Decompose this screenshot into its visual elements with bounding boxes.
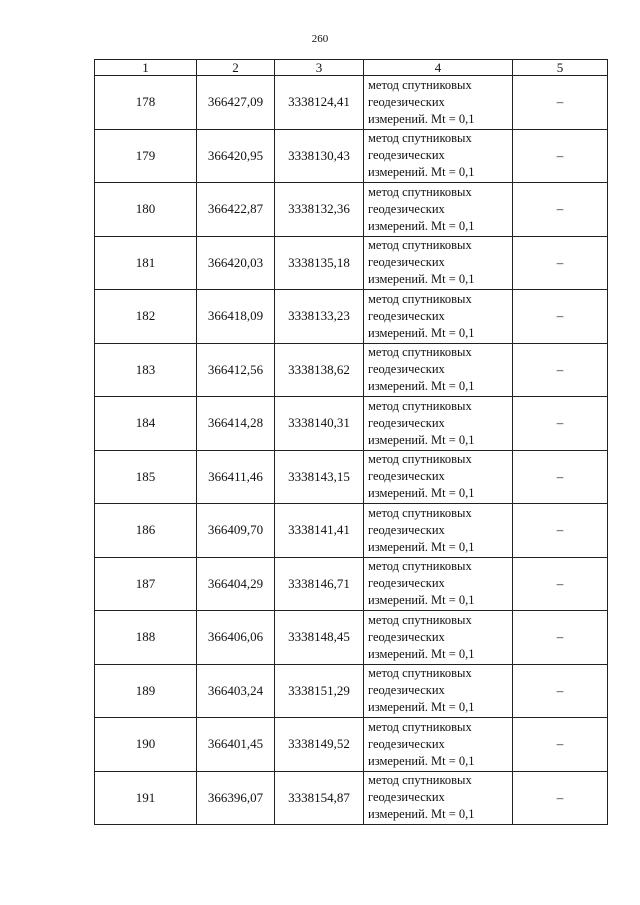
header-row [95,60,608,76]
point-number: 181 [95,236,197,290]
table-row [95,450,608,504]
coordinate-y: 3338132,36 [275,183,364,237]
measurement-method: метод спутниковых геодезических измерений. Mt = 0,1 [364,557,513,611]
table-row [95,718,608,772]
point-number: 186 [95,504,197,558]
header-col-1: 1 [95,60,197,76]
note-cell: – [513,76,608,130]
note-cell: – [513,450,608,504]
point-number: 179 [95,129,197,183]
coordinate-y: 3338130,43 [275,129,364,183]
measurement-method: метод спутниковых геодезических измерений. Mt = 0,1 [364,183,513,237]
header-col-4: 4 [364,60,513,76]
measurement-method: метод спутниковых геодезических измерений. Mt = 0,1 [364,771,513,825]
point-number: 189 [95,664,197,718]
coordinate-x: 366414,28 [197,397,275,451]
coordinate-x: 366412,56 [197,343,275,397]
coordinate-x: 366396,07 [197,771,275,825]
table-row [95,557,608,611]
header-col-2: 2 [197,60,275,76]
coordinate-x: 366420,03 [197,236,275,290]
point-number: 190 [95,718,197,772]
page-number: 260 [311,33,329,45]
header-col-3: 3 [275,60,364,76]
measurement-method: метод спутниковых геодезических измерений. Mt = 0,1 [364,343,513,397]
note-cell: – [513,290,608,344]
coordinate-y: 3338138,62 [275,343,364,397]
measurement-method: метод спутниковых геодезических измерений. Mt = 0,1 [364,290,513,344]
table-row [95,397,608,451]
note-cell: – [513,236,608,290]
coordinate-x: 366409,70 [197,504,275,558]
coordinate-y: 3338148,45 [275,611,364,665]
coordinate-x: 366406,06 [197,611,275,665]
table-row [95,236,608,290]
coordinate-y: 3338143,15 [275,450,364,504]
note-cell: – [513,718,608,772]
table-row [95,76,608,130]
point-number: 185 [95,450,197,504]
measurement-method: метод спутниковых геодезических измерений. Mt = 0,1 [364,129,513,183]
table-header [95,60,608,76]
measurement-method: метод спутниковых геодезических измерений. Mt = 0,1 [364,76,513,130]
point-number: 187 [95,557,197,611]
table-row [95,771,608,825]
measurement-method: метод спутниковых геодезических измерений. Mt = 0,1 [364,718,513,772]
table-row [95,504,608,558]
coordinate-x: 366403,24 [197,664,275,718]
measurement-method: метод спутниковых геодезических измерений. Mt = 0,1 [364,664,513,718]
note-cell: – [513,183,608,237]
coordinates-table [94,59,608,825]
header-col-5: 5 [513,60,608,76]
table-row [95,343,608,397]
point-number: 180 [95,183,197,237]
coordinate-x: 366420,95 [197,129,275,183]
point-number: 184 [95,397,197,451]
table-row [95,664,608,718]
measurement-method: метод спутниковых геодезических измерений. Mt = 0,1 [364,504,513,558]
point-number: 188 [95,611,197,665]
note-cell: – [513,129,608,183]
coordinate-y: 3338151,29 [275,664,364,718]
note-cell: – [513,557,608,611]
coordinate-y: 3338149,52 [275,718,364,772]
table-row [95,183,608,237]
coordinate-y: 3338154,87 [275,771,364,825]
coordinate-y: 3338141,41 [275,504,364,558]
coordinate-x: 366427,09 [197,76,275,130]
point-number: 191 [95,771,197,825]
table-row [95,129,608,183]
measurement-method: метод спутниковых геодезических измерений. Mt = 0,1 [364,397,513,451]
coordinate-x: 366422,87 [197,183,275,237]
table-body [95,76,608,825]
point-number: 178 [95,76,197,130]
note-cell: – [513,771,608,825]
coordinate-x: 366418,09 [197,290,275,344]
note-cell: – [513,397,608,451]
point-number: 183 [95,343,197,397]
coordinate-x: 366401,45 [197,718,275,772]
table-row [95,290,608,344]
coordinate-y: 3338124,41 [275,76,364,130]
coordinate-y: 3338133,23 [275,290,364,344]
note-cell: – [513,343,608,397]
measurement-method: метод спутниковых геодезических измерений. Mt = 0,1 [364,450,513,504]
coordinate-y: 3338140,31 [275,397,364,451]
note-cell: – [513,504,608,558]
point-number: 182 [95,290,197,344]
coordinate-x: 366411,46 [197,450,275,504]
coordinate-x: 366404,29 [197,557,275,611]
table-row [95,611,608,665]
measurement-method: метод спутниковых геодезических измерений. Mt = 0,1 [364,236,513,290]
note-cell: – [513,611,608,665]
note-cell: – [513,664,608,718]
measurement-method: метод спутниковых геодезических измерений. Mt = 0,1 [364,611,513,665]
coordinate-y: 3338146,71 [275,557,364,611]
coordinate-y: 3338135,18 [275,236,364,290]
